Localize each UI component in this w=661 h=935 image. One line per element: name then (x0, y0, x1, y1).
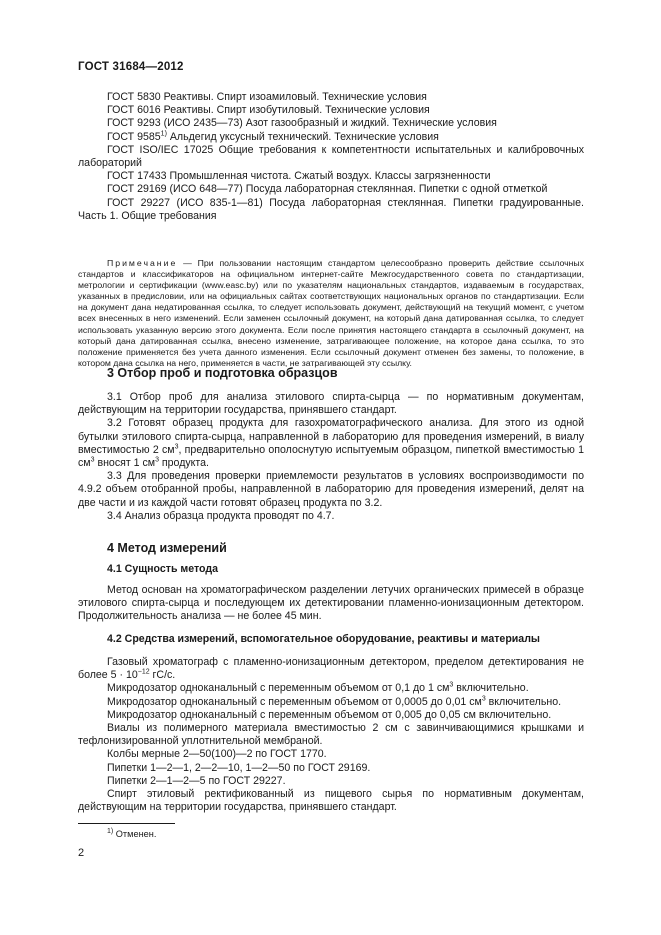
section-4-2-body (78, 656, 584, 814)
page-number: 2 (78, 847, 85, 859)
note-block (78, 258, 584, 369)
equipment-flasks: Колбы мерные 2—50(100)—2 по ГОСТ 1770. (107, 748, 327, 761)
section-4-1-body (78, 584, 584, 624)
note-text: — При пользовании настоящим стандартом целесообразно проверить действие ссылочных стандартов и классификаторов на официальном интернет-сайте Межгосударственного совета по стандартизации, метрологии и сертификации (www.easc.by) или по указателям национальных стандартов, издаваемым в государствах, указанных в предисловии, или на официальных сайтах соответствующих национальных органов по стандартизации. Если на документ дана недатированная ссылка, то следует использовать документ, действующий на текущий момент, с учетом всех внесенных в него изменений. Если заменен ссылочный документ, на который дана датированная ссылка, то следует использовать указанную версию этого документа. Если после принятия настоящего стандарта в ссылочный документ, на который дана датированная ссылка, внесено изменение, затрагивающее положение, на которое дана ссылка, то это положение применяется без учета данного изменения. Если ссылочный документ отменен без замены, то положение, в котором дана ссылка на него, применяется в части, не затрагивающей эту ссылку. (78, 258, 584, 368)
paragraph-4-1: Метод основан на хроматографическом разделении летучих органических примесей в образце этилового спирта-сырца и последующем их детектировании пламенно-ионизационным детектором. Продолжительность анализа — не более 45 мин. (78, 584, 584, 623)
equipment-microdoser: Микродозатор одноканальный с переменным объемом от 0,005 до 0,05 см включительно. (107, 708, 552, 721)
equipment-pipettes: Пипетки 1—2—1, 2—2—10, 1—2—50 по ГОСТ 29169. (107, 761, 371, 774)
equipment-microdoser: Микродозатор одноканальный с переменным объемом от 0,1 до 1 $см^3$ включительно. (107, 681, 529, 695)
equipment-vials: Виалы из полимерного материала вместимостью 2 см с завинчивающимися крышками и тефлонизированной уплотнительной мембраной. (78, 722, 584, 748)
reagent-ethanol: Спирт этиловый ректификованный из пищевого сырья по нормативным документам, действующим на территории государства, принявшего стандарт. (78, 788, 584, 814)
paragraph-3-2: 3.2 Готовят образец продукта для газохроматографического анализа. Для этого из одной бутылки этилового спирта-сырца, направленной в лабораторию для проведения измерений, в виалу вместимостью 2 $см^3$, предварительно ополоснутую испытуемым образцом, пипеткой вместимостью 1 $см^3$ вносят 1 $см^3$ продукта. (78, 417, 584, 470)
section-3-body (78, 391, 584, 523)
equipment-chromatograph: Газовый хроматограф с пламенно-ионизационным детектором, пределом детектирования не более $5 \cdot 10^{-12}$ гС/с. (78, 656, 584, 682)
footnote-ref: 1) (160, 130, 167, 138)
note-label: Примечание (107, 258, 178, 268)
footnote-divider (78, 823, 175, 824)
normative-references (78, 91, 584, 223)
paragraph-3-3: 3.3 Для проведения проверки приемлемости результатов в условиях воспроизводимости по 4.9.2 объем отобранной пробы, направленной в лабораторию для проведения измерений, делят на две части и из каждой части готовят образец продукта по 3.2. (78, 470, 584, 509)
ref-item: ГОСТ 29227 (ИСО 835-1—81) Посуда лабораторная стеклянная. Пипетки градуированные. Часть 1. Общие требования (78, 196, 584, 222)
ref-item: ГОСТ 17433 Промышленная чистота. Сжатый воздух. Классы загрязненности (107, 170, 491, 183)
paragraph-3-1: 3.1 Отбор проб для анализа этилового спирта-сырца — по нормативным документам, действующим на территории государства, принявшего стандарт. (78, 391, 584, 417)
ref-item: ГОСТ 29169 (ИСО 648—77) Посуда лабораторная стеклянная. Пипетки с одной отметкой (107, 183, 548, 196)
equipment-pipettes: Пипетки 2—1—2—5 по ГОСТ 29227. (107, 774, 286, 787)
paragraph-3-4: 3.4 Анализ образца продукта проводят по 4.7. (107, 509, 335, 522)
ref-item: ГОСТ ISO/IEC 17025 Общие требования к компетентности испытательных и калибровочных лабораторий (78, 143, 584, 170)
ref-item: ГОСТ 5830 Реактивы. Спирт изоамиловый. Технические условия (107, 91, 427, 103)
subsection-4-2-title: 4.2 Средства измерений, вспомогательное оборудование, реактивы и материалы (107, 633, 540, 645)
section-3-title: 3 Отбор проб и подготовка образцов (107, 366, 338, 380)
equipment-microdoser: Микродозатор одноканальный с переменным объемом от 0,0005 до 0,01 $см^3$ включительно. (107, 695, 562, 708)
subsection-4-1-title: 4.1 Сущность метода (107, 563, 219, 575)
ref-item (78, 131, 584, 144)
footnote: $^{1)}$ Отменен. (107, 827, 157, 839)
ref-number: ГОСТ 9585 (107, 130, 161, 143)
doc-header: ГОСТ 31684—2012 (78, 61, 184, 73)
ref-item: ГОСТ 6016 Реактивы. Спирт изобутиловый. Технические условия (107, 104, 430, 117)
ref-item: ГОСТ 9293 (ИСО 2435—73) Азот газообразный и жидкий. Технические условия (107, 117, 497, 130)
ref-title: Альдегид уксусный технический. Технические условия (166, 130, 439, 143)
section-4-title: 4 Метод измерений (107, 541, 227, 555)
